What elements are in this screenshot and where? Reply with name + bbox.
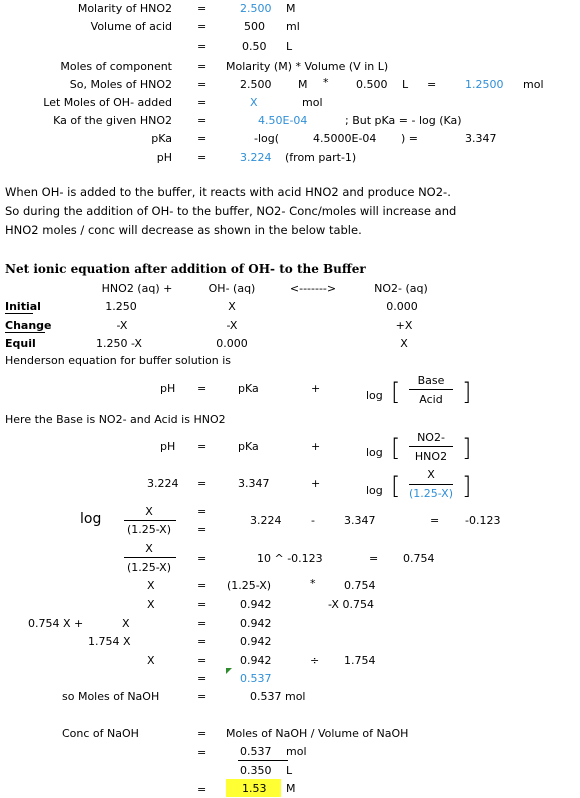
left-bracket-icon: [ [391,472,401,500]
step1-den: (1.25-X) [126,523,172,536]
multiply-sign: * [310,577,316,590]
equals-sign: = [197,40,207,53]
conc-result: 1.53 [242,782,267,795]
equals-sign: = [197,2,207,15]
hh3-num: X [427,468,435,481]
equals-sign: = [197,382,207,395]
net-ionic-title: Net ionic equation after addition of OH- to the Buffer [5,262,366,276]
pka-log-open: -log( [254,132,280,145]
moles-hno2-result-unit: mol [523,78,544,91]
step5-pre: 0.754 X + [28,617,84,630]
equals-sign: = [197,552,207,565]
fraction-bar [409,389,453,390]
pka-log-close: ) = [401,132,419,145]
step1-num: X [145,505,153,518]
naoh-moles-value: 0.537 mol [250,690,306,703]
ice-change-hno2: -X [116,319,128,332]
hh2-pka: pKa [238,440,259,453]
explanation-paragraph [5,183,565,240]
volume-liters-value: 0.50 [242,40,267,53]
volume-value: 500 [244,20,265,33]
step7-b: 1.754 [344,654,376,667]
hh2-num: NO2- [417,431,445,444]
equals-sign: = [427,78,437,91]
step3-b: 0.754 [344,579,376,592]
step2-num: X [145,542,153,555]
ice-change-label: Change [5,319,52,332]
moles-oh-value: X [250,96,258,109]
equals-sign: = [197,60,207,73]
henderson-text: Henderson equation for buffer solution is [5,354,232,367]
molarity-unit: M [286,2,296,15]
ka-label: Ka of the given HNO2 [53,114,172,127]
minus-sign: - [311,514,315,527]
equals-sign: = [197,579,207,592]
equals-sign: = [197,635,207,648]
conc-den: 0.350 [240,764,272,777]
plus-sign: + [311,382,321,395]
hh3-ph: 3.224 [147,477,179,490]
hh2-den: HNO2 [414,450,448,463]
equals-sign: = [197,440,207,453]
moles-hno2-result: 1.2500 [465,78,504,91]
conc-naoh-label: Conc of NaOH [62,727,139,740]
pka-ka-value: 4.5000E-04 [313,132,377,145]
hh1-ph: pH [160,382,176,395]
equals-sign: = [369,552,379,565]
moles-component-label: Moles of component [60,60,172,73]
hh1-pka: pKa [238,382,259,395]
fraction-bar [409,446,453,447]
ice-initial-underline [5,313,33,314]
step7-a: 0.942 [240,654,272,667]
ice-header-oh: OH- (aq) [208,282,256,295]
hh3-pka: 3.347 [238,477,270,490]
conc-fraction-bar [238,760,288,761]
moles-hno2-molarity: 2.500 [240,78,272,91]
base-acid-text: Here the Base is NO2- and Acid is HNO2 [5,413,226,426]
equals-sign: = [197,617,207,630]
pka-result: 3.347 [465,132,497,145]
ice-equil-oh: 0.000 [216,337,248,350]
moles-oh-label: Let Moles of OH- added [43,96,172,109]
ka-note: ; But pKa = - log (Ka) [345,114,462,127]
step2-den: (1.25-X) [126,561,172,574]
fraction-bar [124,557,176,558]
step1-log: log [80,511,102,527]
equals-sign: = [197,654,207,667]
ice-change-oh: -X [226,319,238,332]
conc-num-unit: mol [286,745,307,758]
moles-hno2-unit-l: L [402,78,409,91]
ka-value: 4.50E-04 [258,114,308,127]
step6-lhs: 1.754 X [88,635,131,648]
conc-result-unit: M [286,782,296,795]
step4-lhs: X [147,598,155,611]
step4-b: -X 0.754 [328,598,374,611]
right-bracket-icon: ] [462,472,472,500]
equals-sign: = [197,505,207,518]
moles-oh-unit: mol [302,96,323,109]
right-bracket-icon: ] [462,378,472,406]
moles-hno2-unit-m: M [298,78,308,91]
ice-header-no2: NO2- (aq) [374,282,428,295]
left-bracket-icon: [ [391,434,401,462]
ice-initial-oh: X [228,300,236,313]
hh1-log: log [366,389,383,402]
paragraph-line: So during the addition of OH- to the buffer, NO2- Conc/moles will increase and [5,204,457,218]
step2-a: 10 ^ -0.123 [257,552,323,565]
ice-equil-hno2: 1.250 -X [96,337,142,350]
step4-a: 0.942 [240,598,272,611]
step5-a: 0.942 [240,617,272,630]
conc-num: 0.537 [240,745,272,758]
equals-sign: = [197,96,207,109]
ice-equil-no2: X [400,337,408,350]
equals-sign: = [197,783,207,796]
molarity-label: Molarity of HNO2 [77,2,172,15]
step3-a: (1.25-X) [227,579,272,592]
ice-initial-no2: 0.000 [386,300,418,313]
conc-den-unit: L [286,764,293,777]
step3-lhs: X [147,579,155,592]
step2-result: 0.754 [403,552,435,565]
ice-header-arrow: <-------> [289,282,337,295]
equals-sign: = [197,690,207,703]
ice-initial-hno2: 1.250 [105,300,137,313]
hh1-den: Acid [419,393,443,406]
volume-label: Volume of acid [90,20,172,33]
hh2-log: log [366,446,383,459]
step6-a: 0.942 [240,635,272,648]
plus-sign: + [311,477,321,490]
moles-hno2-volume: 0.500 [356,78,388,91]
step1-a: 3.224 [250,514,282,527]
naoh-moles-label: so Moles of NaOH [62,690,160,703]
conc-formula: Moles of NaOH / Volume of NaOH [226,727,409,740]
hh3-den: (1.25-X) [408,487,454,500]
ice-initial-label: Initial [5,300,41,313]
fraction-bar [409,484,453,485]
step1-b: 3.347 [344,514,376,527]
ice-header-hno2: HNO2 (aq) + [101,282,173,295]
molarity-value: 2.500 [240,2,272,15]
moles-hno2-label: So, Moles of HNO2 [69,78,172,91]
ice-equil-label: Equil [5,337,36,350]
equals-sign: = [197,114,207,127]
fraction-bar [124,520,176,521]
x-result: 0.537 [240,672,272,685]
equals-sign: = [197,20,207,33]
paragraph-line: When OH- is added to the buffer, it reacts with acid HNO2 and produce NO2-. [5,185,451,199]
step5-lhs: X [122,617,130,630]
step1-result: -0.123 [465,514,501,527]
equals-sign: = [197,132,207,145]
equals-sign: = [197,477,207,490]
ph-note: (from part-1) [285,151,357,164]
ice-change-no2: +X [395,319,413,332]
hh3-log: log [366,484,383,497]
step7-lhs: X [147,654,155,667]
multiply-sign: * [323,76,329,89]
equals-sign: = [197,523,207,536]
moles-formula: Molarity (M) * Volume (V in L) [226,60,389,73]
ph-value: 3.224 [240,151,272,164]
left-bracket-icon: [ [391,378,401,406]
equals-sign: = [197,151,207,164]
volume-liters-unit: L [286,40,293,53]
hh1-num: Base [417,374,445,387]
right-bracket-icon: ] [462,434,472,462]
hh2-ph: pH [160,440,176,453]
pka-label: pKa [151,132,172,145]
volume-unit: ml [286,20,300,33]
divide-sign: ÷ [310,654,320,667]
ph-label: pH [156,151,172,164]
paragraph-line: HNO2 moles / conc will decrease as shown in the below table. [5,223,362,237]
equals-sign: = [197,598,207,611]
equals-sign: = [197,727,207,740]
plus-sign: + [311,440,321,453]
equals-sign: = [197,672,207,685]
equals-sign: = [197,746,207,759]
equals-sign: = [197,78,207,91]
equals-sign: = [430,514,440,527]
ice-change-underline [5,332,45,333]
comment-marker-icon [226,668,232,674]
